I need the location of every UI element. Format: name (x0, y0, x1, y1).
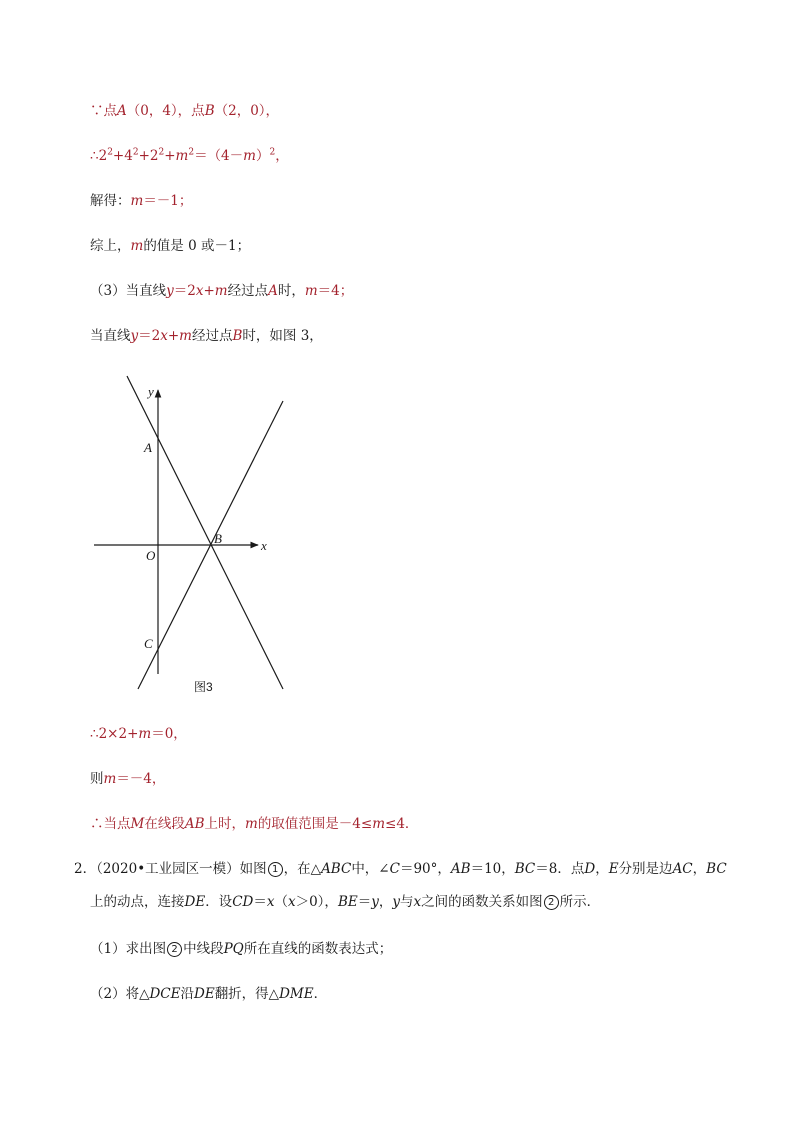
problem-2-line-2: 上的动点，连接DE．设CD＝x（x＞0），BE＝y，y与x之间的函数关系如图 2 所示． (90, 894, 601, 910)
figure-3 (90, 372, 290, 701)
figure-caption: 图3 (194, 680, 213, 694)
problem-2-question-1: （1）求出图 2 中线段PQ所在直线的函数表达式； (90, 941, 393, 957)
solution-line-3: 解得：m＝－1； (90, 193, 193, 209)
point-c-label: C (144, 636, 153, 651)
circled-number-1: 1 (268, 862, 283, 877)
point-b-label: B (214, 531, 222, 546)
solution-line-7: ∴2×2+m＝0， (90, 726, 187, 742)
problem-2-line-1: 2．（2020•工业园区一模）如图 1 ，在△ABC中，∠C＝90°，AB＝10，BC＝8．点D，E分别是边AC，BC (74, 861, 727, 877)
y-axis-label: y (148, 384, 154, 399)
point-a-label: A (144, 440, 152, 455)
origin-label: O (146, 548, 156, 563)
problem-number: 2． (74, 861, 97, 877)
solution-line-4: 综上，m的值是 0 或－1； (90, 238, 251, 254)
solution-line-1: ∵点A（0，4），点B（2，0）， (90, 103, 280, 119)
problem-2-question-2: （2）将△DCE沿DE翻折，得△DME． (90, 986, 328, 1002)
solution-line-2: $\therefore 2^2+4^2+2^2+m^2=(4-m)^2$， (90, 147, 289, 164)
solution-line-9: ∴当点M在线段AB上时，m的取值范围是－4≤m≤4． (90, 816, 419, 832)
circled-number-2: 2 (544, 895, 559, 910)
solution-line-6: 当直线y＝2x+m经过点B时，如图 3， (90, 328, 323, 344)
circled-number-2: 2 (167, 942, 182, 957)
solution-line-5: （3）当直线y＝2x+m经过点A时，m＝4； (90, 283, 354, 299)
x-axis-label: x (261, 538, 267, 553)
coordinate-diagram (90, 372, 290, 697)
solution-line-8: 则m＝－4， (90, 771, 166, 787)
